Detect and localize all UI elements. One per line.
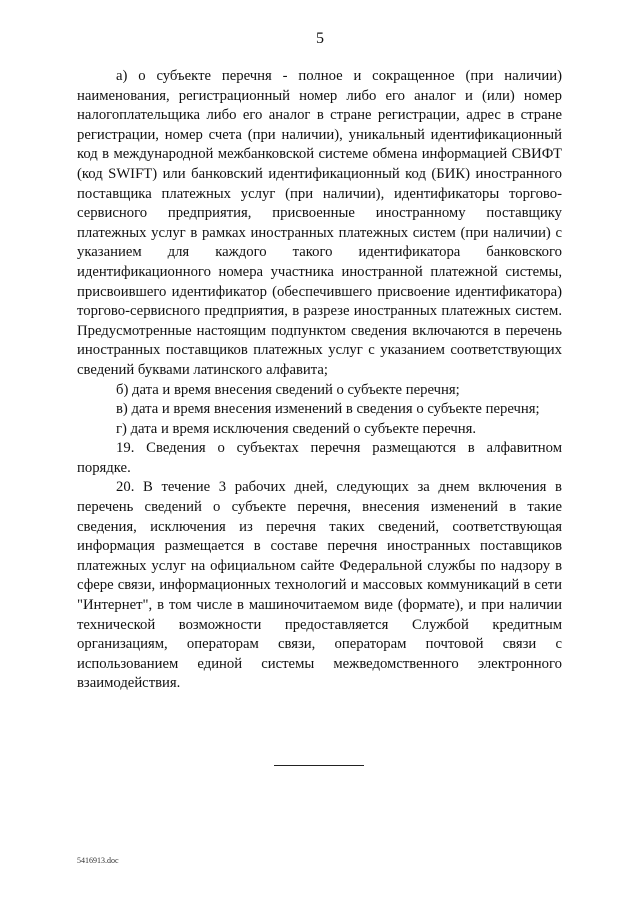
subitem-a-paragraph: а) о субъекте перечня - полное и сокращенное (при наличии) наименования, регистрационный номер либо его аналог и (или) номер налогоплательщика либо его аналог в стране регистрации, адрес в стране регистрации, номер счета (при наличии), уникальный идентификационный код в международной межбанковской системе обмена информацией СВИФТ (код SWIFT) или банковский идентификационный код (БИК) иностранного поставщика платежных услуг (при наличии), идентификаторы торгово-сервисного предприятия, присвоенные иностранному поставщику платежных услуг в рамках иностранных платежных систем (при наличии) с указанием для каждого такого идентификатора банковского идентификационного номера участника иностранной платежной системы, присвоившего идентификатор (обеспечившего присвоение идентификатора) торгово-сервисного предприятия, в разрезе иностранных платежных систем. Предусмотренные настоящим подпунктом сведения включаются в перечень иностранных поставщиков платежных услуг с указанием соответствующих сведений буквами латинского алфавита; xyxy=(77,68,562,378)
clause-19-paragraph: 19. Сведения о субъектах перечня размещаются в алфавитном порядке. xyxy=(77,440,562,476)
subitem-g-paragraph: г) дата и время исключения сведений о субъекте перечня. xyxy=(116,420,477,437)
subitem-v-paragraph: в) дата и время внесения изменений в сведения о субъекте перечня; xyxy=(116,401,540,418)
document-body xyxy=(77,67,562,694)
page-number: 5 xyxy=(316,30,324,47)
clause-20-paragraph: 20. В течение 3 рабочих дней, следующих за днем включения в перечень сведений о субъекте перечня, внесения изменений в такие сведения, исключения из перечня таких сведений, соответствующая информация размещается в составе перечня иностранных поставщиков платежных услуг на официальном сайте Федеральной службы по надзору в сфере связи, информационных технологий и массовых коммуникаций в сети "Интернет", в том числе в машиночитаемом виде (формате), и при наличии технической возможности предоставляется Службой кредитным организациям, операторам связи, операторам почтовой связи с использованием единой системы межведомственного электронного взаимодействия. xyxy=(77,479,562,692)
subitem-b-paragraph: б) дата и время внесения сведений о субъекте перечня; xyxy=(116,381,460,398)
end-of-document-rule xyxy=(274,765,364,766)
document-file-id: 5416913.doc xyxy=(77,856,119,865)
